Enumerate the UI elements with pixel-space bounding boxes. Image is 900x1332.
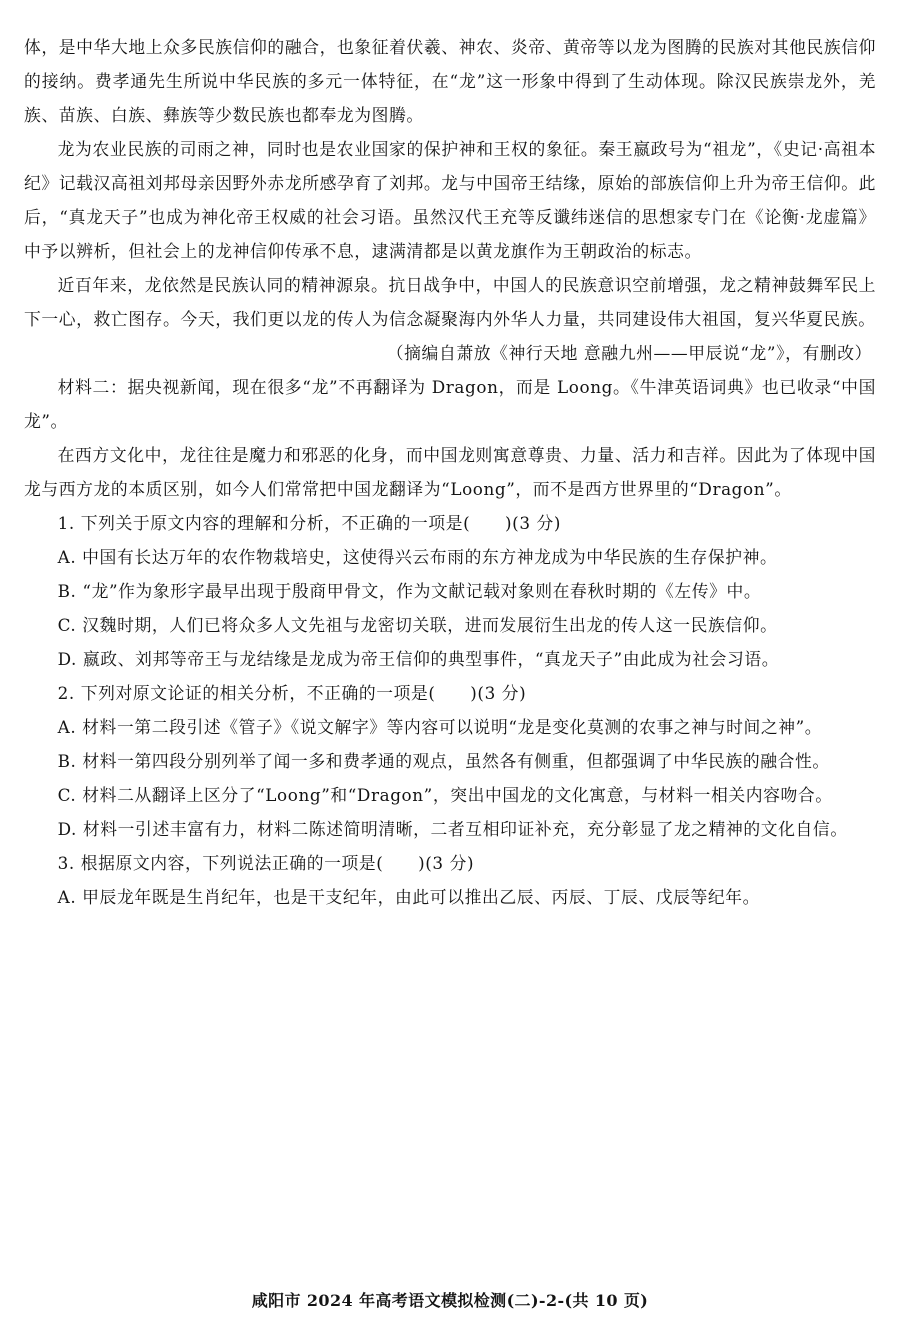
- material-2-paragraph-1: 材料二：据央视新闻，现在很多“龙”不再翻译为 Dragon，而是 Loong。《牛津英语词典》也已收录“中国龙”。: [24, 377, 876, 431]
- paragraph-3: 近百年来，龙依然是民族认同的精神源泉。抗日战争中，中国人的民族意识空前增强，龙之精神鼓舞军民上下一心，救亡图存。今天，我们更以龙的传人为信念凝聚海内外华人力量，共同建设伟大祖国，复兴华夏民族。: [24, 275, 876, 329]
- question-2-option-d: D. 材料一引述丰富有力，材料二陈述简明清晰，二者互相印证补充，充分彰显了龙之精神的文化自信。: [57, 819, 848, 839]
- page-footer: 咸阳市 2024 年高考语文模拟检测(二)-2-(共 10 页): [251, 1291, 649, 1310]
- question-1-option-c: C. 汉魏时期，人们已将众多人文先祖与龙密切关联，进而发展衍生出龙的传人这一民族信仰。: [57, 615, 778, 635]
- paragraph-2: 龙为农业民族的司雨之神，同时也是农业国家的保护神和王权的象征。秦王嬴政号为“祖龙”，《史记·高祖本纪》记载汉高祖刘邦母亲因野外赤龙所感孕育了刘邦。龙与中国帝王结缘，原始的部族信仰上升为帝王信仰。此后，“真龙天子”也成为神化帝王权威的社会习语。虽然汉代王充等反谶纬迷信的思想家专门在《论衡·龙虚篇》中予以辨析，但社会上的龙神信仰传承不息，逮满清都是以黄龙旗作为王朝政治的标志。: [24, 139, 876, 261]
- question-3-option-a: A. 甲辰龙年既是生肖纪年，也是干支纪年，由此可以推出乙辰、丙辰、丁辰、戊辰等纪年。: [57, 887, 761, 907]
- question-1-option-b: B. “龙”作为象形字最早出现于殷商甲骨文，作为文献记载对象则在春秋时期的《左传》中。: [57, 581, 762, 601]
- question-2-option-b: B. 材料一第四段分别列举了闻一多和费孝通的观点，虽然各有侧重，但都强调了中华民族的融合性。: [57, 751, 830, 771]
- paragraph-1: 体，是中华大地上众多民族信仰的融合，也象征着伏羲、神农、炎帝、黄帝等以龙为图腾的民族对其他民族信仰的接纳。费孝通先生所说中华民族的多元一体特征，在“龙”这一形象中得到了生动体现。除汉民族崇龙外，羌族、苗族、白族、彝族等少数民族也都奉龙为图腾。: [24, 37, 876, 125]
- question-2-option-c: C. 材料二从翻译上区分了“Loong”和“Dragon”，突出中国龙的文化寓意，与材料一相关内容吻合。: [57, 785, 833, 805]
- question-1-option-a: A. 中国有长达万年的农作物栽培史，这使得兴云布雨的东方神龙成为中华民族的生存保护神。: [57, 547, 778, 567]
- question-2-stem: 2. 下列对原文论证的相关分析，不正确的一项是( )(3 分): [57, 683, 527, 703]
- material-2-paragraph-2: 在西方文化中，龙往往是魔力和邪恶的化身，而中国龙则寓意尊贵、力量、活力和吉祥。因此为了体现中国龙与西方龙的本质区别，如今人们常常把中国龙翻译为“Loong”，而不是西方世界里的“Dragon”。: [24, 445, 876, 499]
- page-content: [24, 30, 876, 914]
- question-1-stem: 1. 下列关于原文内容的理解和分析，不正确的一项是( )(3 分): [57, 513, 562, 533]
- source-citation: （摘编自萧放《神行天地 意融九州——甲辰说“龙”》，有删改）: [386, 343, 872, 363]
- question-1-option-d: D. 嬴政、刘邦等帝王与龙结缘是龙成为帝王信仰的典型事件，“真龙天子”由此成为社会习语。: [57, 649, 780, 669]
- question-2-option-a: A. 材料一第二段引述《管子》《说文解字》等内容可以说明“龙是变化莫测的农事之神与时间之神”。: [57, 717, 823, 737]
- question-3-stem: 3. 根据原文内容，下列说法正确的一项是( )(3 分): [57, 853, 475, 873]
